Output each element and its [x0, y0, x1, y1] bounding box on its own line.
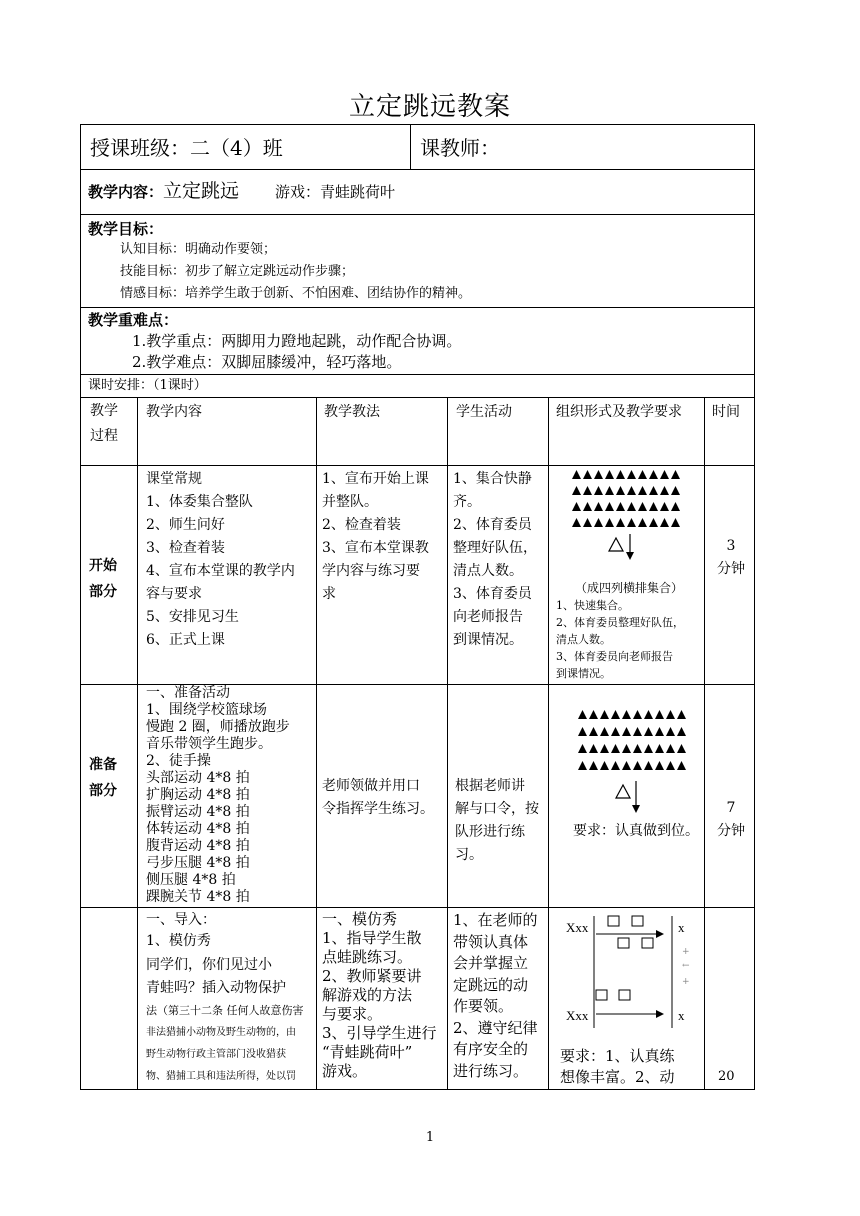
section-prep-student: 根据老师讲 解与口令，按 队形进行练 习。 [455, 778, 539, 863]
student-marker [671, 470, 680, 479]
student-marker [616, 470, 625, 479]
student-marker [633, 710, 642, 719]
student-marker [572, 470, 581, 479]
student-marker [638, 518, 647, 527]
formation-diagram [566, 468, 686, 560]
student-marker [666, 710, 675, 719]
student-marker [616, 486, 625, 495]
student-marker [616, 502, 625, 511]
col-header-time: 时间 [712, 404, 740, 420]
diagram-label-x-bottom: x [678, 1008, 685, 1023]
game-diagram [556, 910, 701, 1032]
content-game: 游戏：青蛙跳荷叶 [275, 183, 396, 201]
student-marker [644, 761, 653, 770]
col-header-process: 教学 过程 [90, 403, 118, 444]
keypoint-item: 2.教学难点：双脚屈膝缓冲，轻巧落地。 [132, 353, 402, 371]
student-marker [644, 710, 653, 719]
student-marker [616, 518, 625, 527]
student-marker [627, 518, 636, 527]
keypoints-heading: 教学重难点： [88, 311, 179, 329]
student-marker [605, 470, 614, 479]
goal-item: 情感目标：培养学生敢于创新、不怕困难、团结协作的精神。 [120, 286, 472, 301]
student-marker [594, 502, 603, 511]
schedule-text: 课时安排：（1课时） [88, 378, 207, 393]
student-marker [589, 727, 598, 736]
class-label: 授课班级：二（4）班 [90, 136, 283, 160]
student-marker [583, 486, 592, 495]
student-marker [666, 761, 675, 770]
section-prep-org: 要求：认真做到位。 [573, 823, 699, 839]
student-marker [649, 502, 658, 511]
student-marker [633, 744, 642, 753]
student-marker [605, 486, 614, 495]
student-marker [583, 502, 592, 511]
student-marker [677, 761, 686, 770]
goal-item: 认知目标：明确动作要领； [120, 242, 277, 257]
page-title: 立定跳远教案 [348, 92, 511, 122]
student-marker [611, 761, 620, 770]
student-marker [578, 727, 587, 736]
student-marker [589, 744, 598, 753]
col-header-organization: 组织形式及教学要求 [556, 404, 682, 420]
section-prep-content: 一、准备活动 1、围绕学校篮球场 慢跑 2 圈，师播放跑步 音乐带领学生跑步。 2、徒手操 头部运动 4*8 拍 扩胸运动 4*8 拍 振臂运动 4*8 拍 体转运动 4*8 拍 腹背运动 4*8 拍 弓步压腿 4*8 拍 侧压腿 4*8 拍 踝腕关节 4*8 拍 [146, 685, 290, 905]
student-marker [660, 470, 669, 479]
student-marker [578, 744, 587, 753]
col-header-method: 教学教法 [324, 404, 380, 420]
student-marker [605, 518, 614, 527]
goal-item: 技能目标：初步了解立定跳远动作步骤； [120, 264, 355, 279]
student-marker [594, 486, 603, 495]
student-marker [671, 518, 680, 527]
student-marker [633, 761, 642, 770]
student-marker [666, 744, 675, 753]
student-marker [655, 727, 664, 736]
section-start-time: 3 分钟 [717, 538, 745, 577]
goals-heading: 教学目标： [88, 220, 164, 238]
section-prep-time: 7 分钟 [717, 800, 745, 839]
student-marker [611, 710, 620, 719]
student-marker [649, 518, 658, 527]
student-marker [600, 744, 609, 753]
student-marker [572, 502, 581, 511]
section-main-student: 1、在老师的 带领认真体 会并掌握立 定跳远的动 作要领。 2、遵守纪律 有序安全的 进行练习。 [453, 911, 538, 1080]
student-marker [644, 727, 653, 736]
diagram-label-xxx-bottom: Xxx [566, 1008, 589, 1023]
student-marker [677, 727, 686, 736]
section-start-student: 1、集合快静 齐。 2、体育委员 整理好队伍， 清点人数。 3、体育委员 向老师报告 到课情况。 [453, 471, 537, 648]
keypoint-item: 1.教学重点：两脚用力蹬地起跳，动作配合协调。 [132, 332, 462, 350]
section-start-method: 1、宣布开始上课 并整队。 2、检查着装 3、宣布本堂课教 学内容与练习要 求 [322, 471, 429, 602]
formation-diagram-prep [570, 705, 690, 817]
student-marker [622, 744, 631, 753]
section-main-method: 一、模仿秀 1、指导学生散 点蛙跳练习。 2、教师紧要讲 解游戏的方法 与要求。 3、引导学生进行 “青蛙跳荷叶” 游戏。 [322, 910, 437, 1080]
student-marker [655, 761, 664, 770]
svg-text:+: + [682, 947, 690, 957]
student-marker [638, 502, 647, 511]
student-marker [583, 470, 592, 479]
student-marker [660, 518, 669, 527]
student-marker [589, 761, 598, 770]
teacher-label: 课教师： [420, 136, 500, 160]
section-prep-method: 老师领做并用口 令指挥学生练习。 [322, 778, 434, 817]
student-marker [589, 710, 598, 719]
student-marker [622, 761, 631, 770]
col-header-content: 教学内容 [146, 404, 202, 420]
page-number: 1 [425, 1130, 435, 1145]
section-main-content: 一、导入： 1、模仿秀 同学们，你们见过小 青蛙吗？插入动物保护 法（第三十二条 任何人故意伤害 非法猎捕小动物及野生动物的，由 野生动物行政主管部门没收猎获 物、猎捕工具和违法所得，处以罚 [146, 912, 304, 1082]
student-marker [660, 486, 669, 495]
col-header-student: 学生活动 [456, 404, 512, 420]
student-marker [622, 710, 631, 719]
student-marker [600, 761, 609, 770]
student-marker [644, 744, 653, 753]
student-marker [600, 710, 609, 719]
student-marker [627, 502, 636, 511]
student-marker [583, 518, 592, 527]
diagram-label-x-top: x [678, 920, 685, 935]
student-marker [622, 727, 631, 736]
student-marker [611, 727, 620, 736]
student-marker [649, 486, 658, 495]
section-main-time: 20 [718, 1069, 735, 1084]
student-marker [671, 486, 680, 495]
diagram-label-xxx-top: Xxx [566, 920, 589, 935]
student-marker [594, 470, 603, 479]
student-marker [611, 744, 620, 753]
student-marker [649, 470, 658, 479]
student-marker [655, 710, 664, 719]
svg-text:+: + [682, 977, 690, 987]
section-main-org: 要求：1、认真练 想像丰富。2、动 [560, 1047, 675, 1086]
student-marker [660, 502, 669, 511]
student-marker [666, 727, 675, 736]
student-marker [633, 727, 642, 736]
section-start-org: 1、快速集合。 2、体育委员整理好队伍， 清点人数。 3、体育委员向老师报告 到课情况。 [556, 599, 684, 680]
section-start-content: 课堂常规 1、体委集合整队 2、师生问好 3、检查着装 4、宣布本堂课的教学内 容与要求 5、安排见习生 6、正式上课 [146, 471, 295, 648]
section-name-start: 开始 部分 [89, 558, 117, 600]
student-marker [572, 486, 581, 495]
student-marker [605, 502, 614, 511]
student-marker [638, 470, 647, 479]
student-marker [638, 486, 647, 495]
section-name-prep: 准备 部分 [89, 757, 117, 799]
formation-caption: （成四列横排集合） [575, 581, 684, 595]
student-marker [572, 518, 581, 527]
content-topic: 立定跳远 [163, 180, 240, 202]
student-marker [677, 744, 686, 753]
student-marker [671, 502, 680, 511]
student-marker [627, 470, 636, 479]
svg-text:←: ← [682, 961, 690, 971]
student-marker [594, 518, 603, 527]
student-marker [627, 486, 636, 495]
student-marker [677, 710, 686, 719]
content-label: 教学内容： [88, 183, 164, 201]
student-marker [655, 744, 664, 753]
student-marker [600, 727, 609, 736]
student-marker [578, 761, 587, 770]
student-marker [578, 710, 587, 719]
